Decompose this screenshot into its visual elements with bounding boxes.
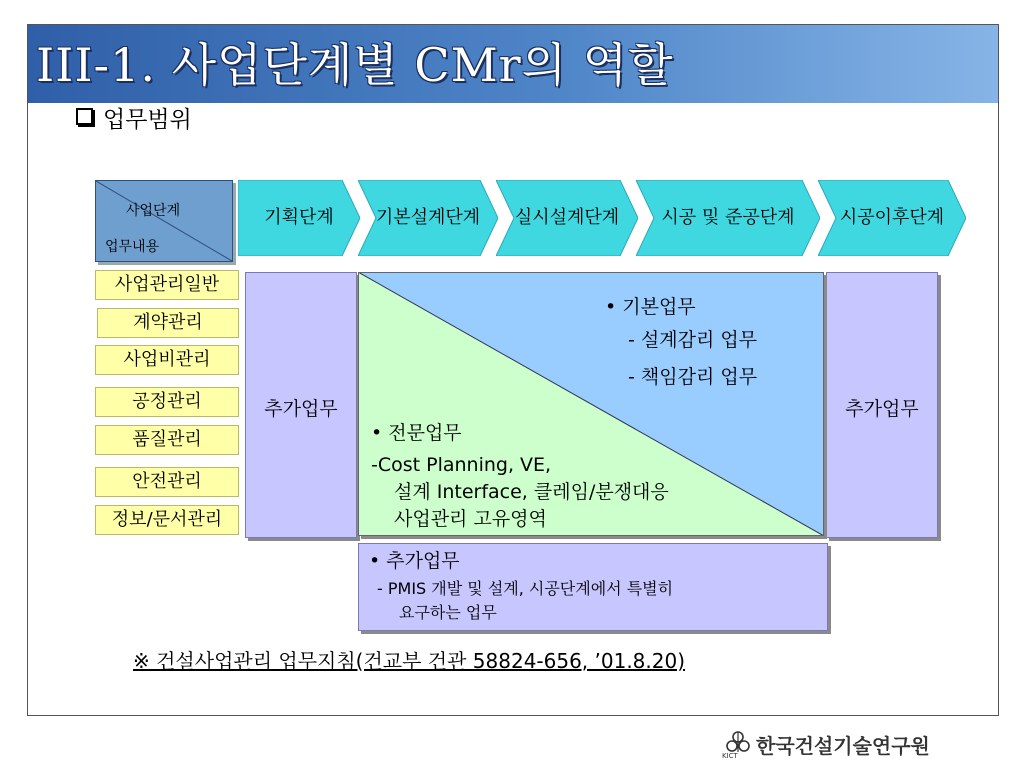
additional-work-right-label: 추가업무	[845, 398, 919, 420]
kict-logo-icon	[724, 730, 752, 754]
phase-label: 시공이후단계	[839, 207, 945, 228]
extra-work-line: 요구하는 업무	[399, 603, 497, 622]
category-schedule: 공정관리	[95, 387, 239, 417]
additional-work-left-label: 추가업무	[264, 398, 338, 420]
phase-arrow-4	[636, 180, 820, 256]
category-cost: 사업비관리	[95, 345, 239, 375]
additional-work-left	[245, 272, 357, 538]
extra-work-box	[358, 543, 828, 631]
special-work-line: -Cost Planning, VE,	[371, 454, 552, 476]
additional-work-right	[826, 272, 938, 538]
logo-abbr: KICT	[722, 752, 738, 760]
category-quality: 품질관리	[95, 425, 239, 455]
basic-work-heading: • 기본업무	[605, 296, 696, 318]
reference-note: ※ 건설사업관리 업무지침(건교부 건관 58824-656, ’01.8.20)	[133, 649, 686, 673]
category-general: 사업관리일반	[95, 270, 239, 300]
title-bar	[28, 25, 998, 103]
phase-label: 시공 및 준공단계	[661, 207, 795, 228]
phase-label: 기본설계단계	[375, 207, 481, 228]
special-work-line: 사업관리 고유영역	[394, 508, 547, 530]
header-corner-cell	[95, 180, 233, 262]
basic-work-item: - 책임감리 업무	[628, 366, 758, 388]
section-heading	[76, 101, 192, 134]
extra-work-heading: • 추가업무	[369, 550, 460, 572]
phase-arrow-2	[358, 180, 498, 256]
special-work-heading: • 전문업무	[371, 422, 462, 444]
phase-arrow-5	[818, 180, 966, 256]
phase-label: 실시설계단계	[514, 207, 620, 228]
phase-arrow-1	[238, 180, 360, 256]
phase-arrow-3	[496, 180, 638, 256]
corner-label-phase: 사업단계	[126, 203, 181, 219]
corner-label-work: 업무내용	[105, 239, 160, 255]
basic-work-item: - 설계감리 업무	[628, 329, 758, 351]
special-work-line: 설계 Interface, 클레임/분쟁대응	[394, 481, 669, 503]
category-contract: 계약관리	[97, 308, 239, 338]
extra-work-line: - PMIS 개발 및 설계, 시공단계에서 특별히	[377, 579, 674, 598]
category-safety: 안전관리	[95, 467, 239, 497]
logo-org-name: 한국건설기술연구원	[756, 734, 930, 758]
category-document: 정보/문서관리	[95, 505, 239, 535]
phase-label: 기획단계	[264, 207, 334, 228]
checkbox-icon	[76, 108, 93, 125]
page-title: III-1. 사업단계별 CMr의 역할	[36, 38, 674, 92]
section-label: 업무범위	[103, 107, 192, 133]
